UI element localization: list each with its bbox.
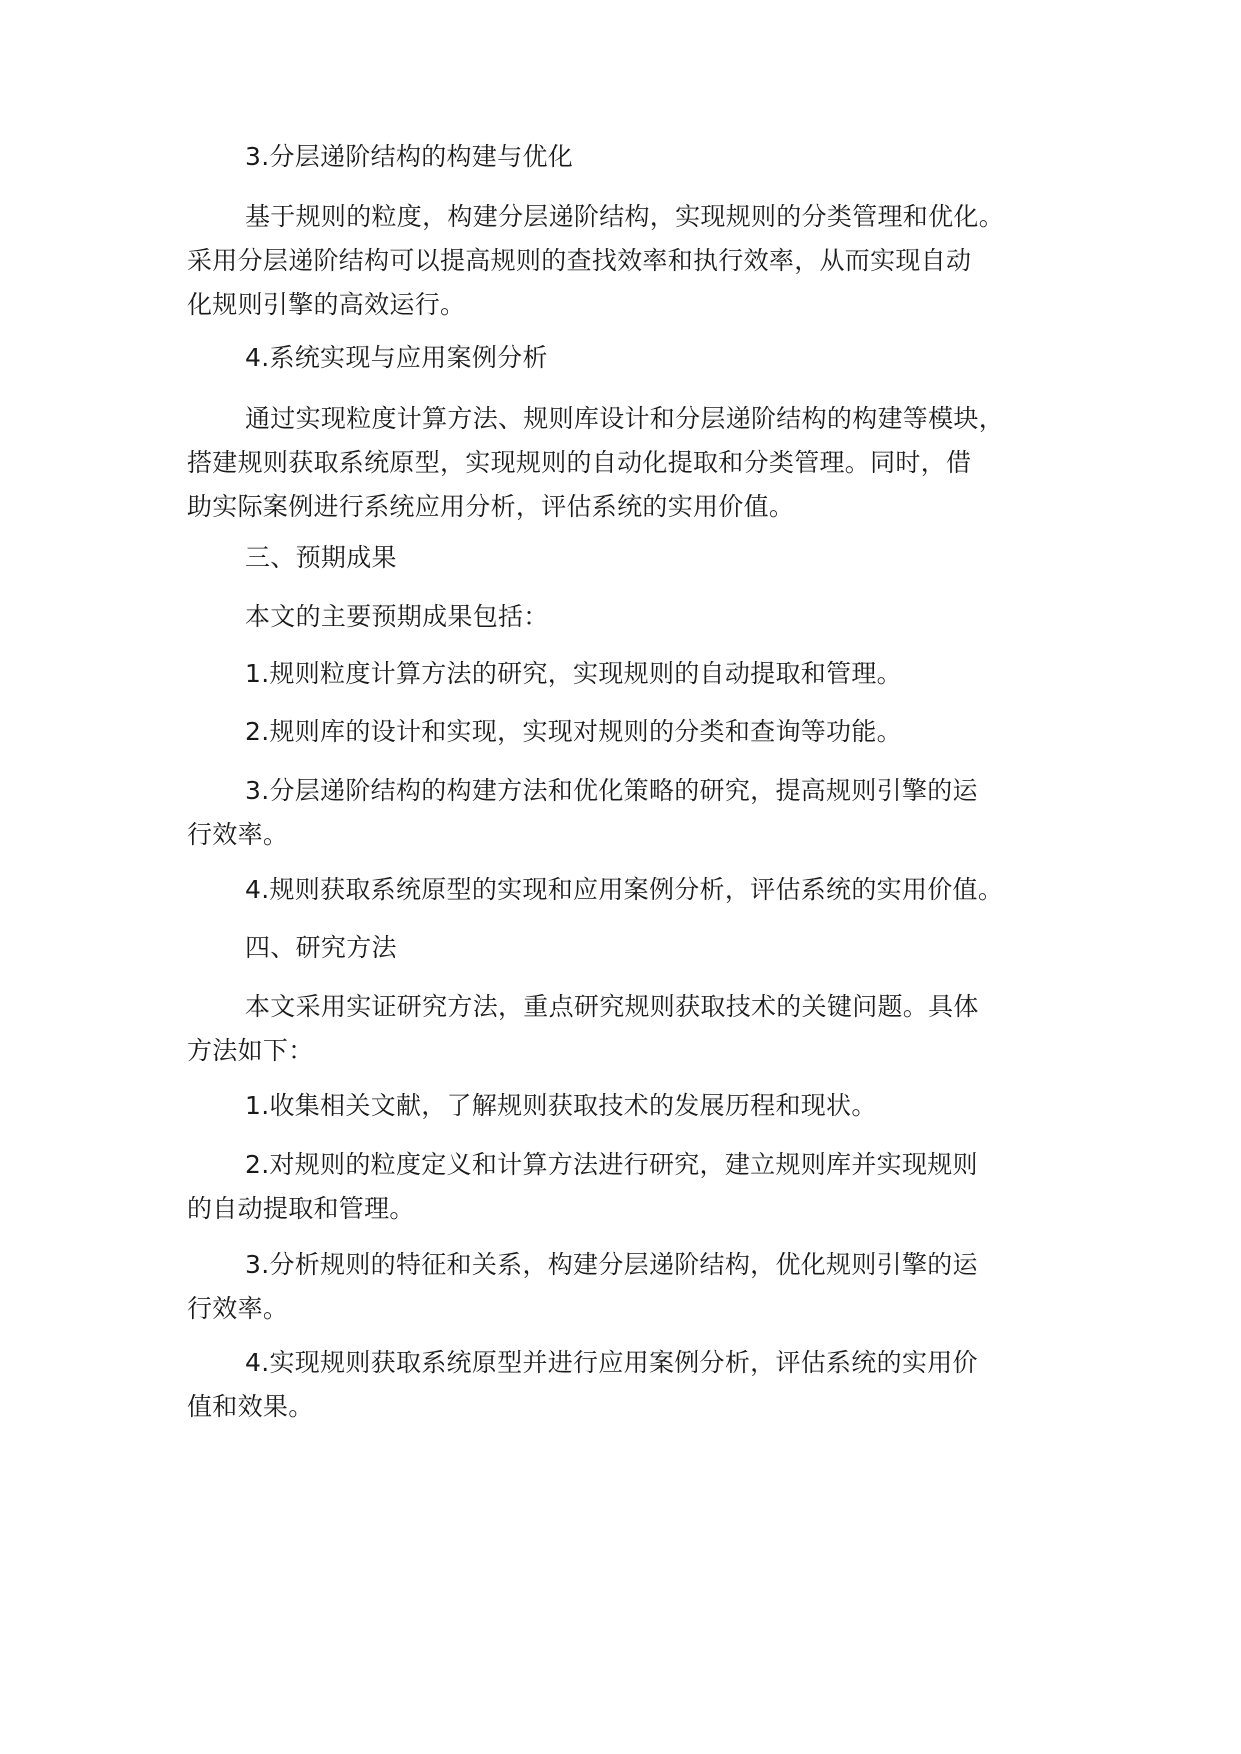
section-heading: 3.分层递阶结构的构建与优化 <box>245 142 574 171</box>
chapter-heading: 三、预期成果 <box>245 543 397 572</box>
list-item: 4.规则获取系统原型的实现和应用案例分析，评估系统的实用价值。 <box>245 875 1004 904</box>
list-item: 1.收集相关文献，了解规则获取技术的发展历程和现状。 <box>245 1091 877 1120</box>
body-paragraph: 本文采用实证研究方法，重点研究规则获取技术的关键问题。具体 方法如下： <box>187 992 979 1065</box>
body-paragraph: 本文的主要预期成果包括： <box>245 602 549 631</box>
body-paragraph: 基于规则的粒度，构建分层递阶结构，实现规则的分类管理和优化。 采用分层递阶结构可以提高规则的查找效率和执行效率，从而实现自动 化规则引擎的高效运行。 <box>187 202 1005 319</box>
body-paragraph: 通过实现粒度计算方法、规则库设计和分层递阶结构的构建等模块， 搭建规则获取系统原型，实现规则的自动化提取和分类管理。同时，借 助实际案例进行系统应用分析，评估系统的实用价值。 <box>187 404 1005 521</box>
list-item: 2.对规则的粒度定义和计算方法进行研究，建立规则库并实现规则 的自动提取和管理。 <box>187 1150 978 1223</box>
list-item: 1.规则粒度计算方法的研究，实现规则的自动提取和管理。 <box>245 659 902 688</box>
list-item: 2.规则库的设计和实现，实现对规则的分类和查询等功能。 <box>245 717 902 746</box>
list-item: 3.分析规则的特征和关系，构建分层递阶结构，优化规则引擎的运 行效率。 <box>187 1250 978 1323</box>
list-item: 4.实现规则获取系统原型并进行应用案例分析，评估系统的实用价 值和效果。 <box>187 1348 978 1421</box>
list-item: 3.分层递阶结构的构建方法和优化策略的研究，提高规则引擎的运 行效率。 <box>187 776 978 849</box>
chapter-heading: 四、研究方法 <box>245 933 397 962</box>
section-heading: 4.系统实现与应用案例分析 <box>245 343 548 372</box>
